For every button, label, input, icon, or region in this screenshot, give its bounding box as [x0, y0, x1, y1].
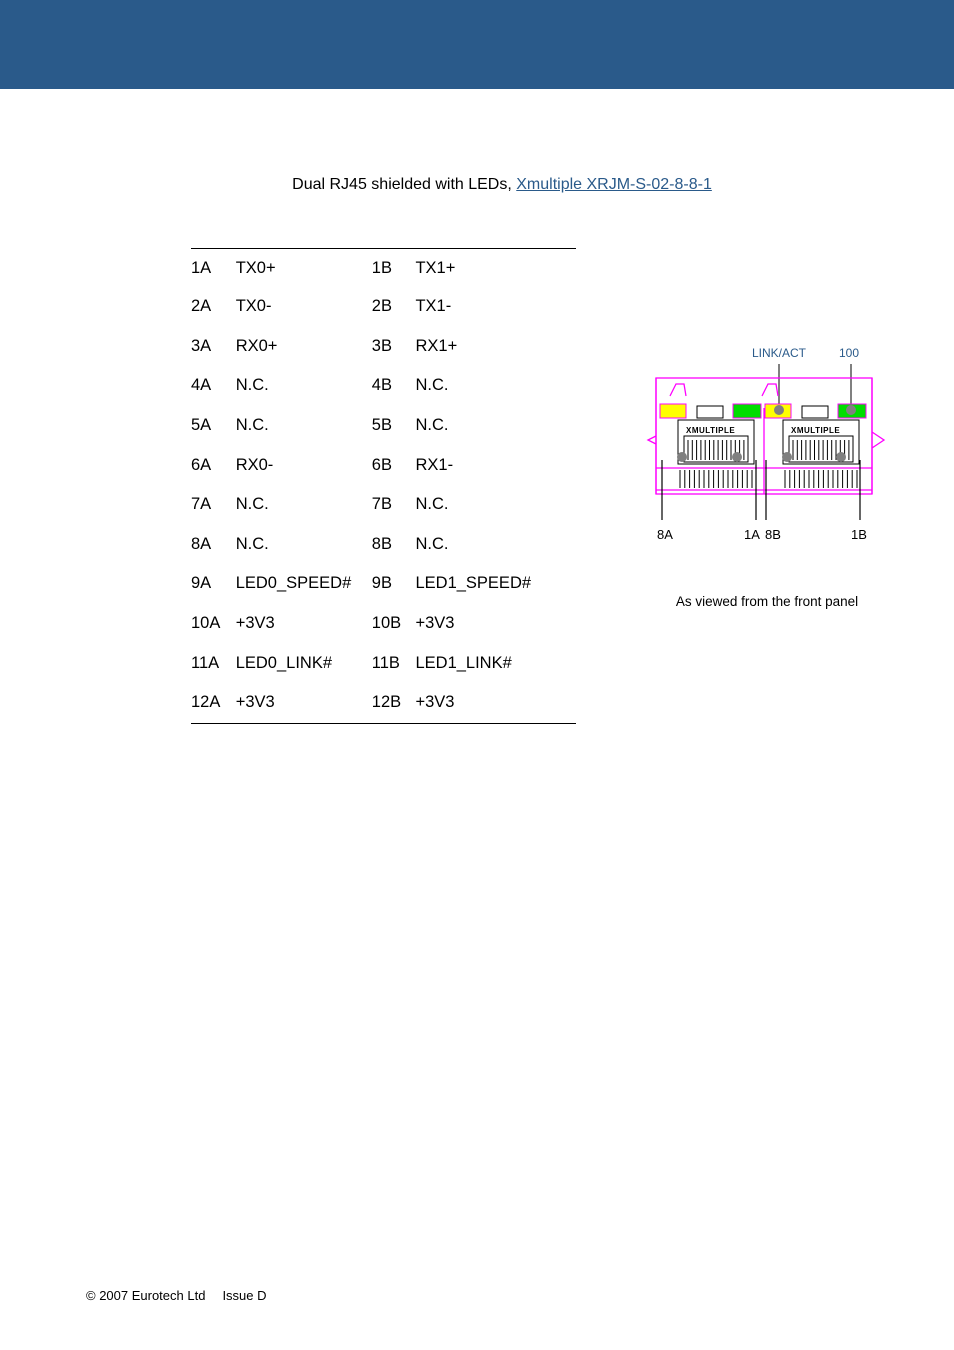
signal-b-cell: N.C.: [415, 534, 449, 553]
pin-a-cell: 7A: [191, 495, 212, 514]
pin-1a-marker: [732, 452, 742, 462]
connector-description: [0, 176, 954, 194]
pin-a-cell: 8A: [191, 534, 212, 553]
signal-a-cell: RX0+: [235, 336, 278, 355]
signal-a-cell: N.C.: [235, 534, 269, 553]
pin-b-cell: 7B: [371, 495, 392, 514]
speed-100-label: 100: [839, 346, 860, 360]
signal-a-cell: LED0_SPEED#: [235, 574, 352, 593]
signal-a-cell: LED0_LINK#: [235, 653, 332, 672]
pin-1a-label: 1A: [744, 527, 760, 542]
pin-a-cell: 11A: [191, 653, 220, 672]
table-row: [191, 445, 576, 485]
port-a-brand: XMULTIPLE: [686, 426, 736, 435]
table-row: [191, 406, 576, 446]
pin-b-cell: 12B: [372, 683, 416, 724]
signal-a-cell: N.C.: [235, 416, 269, 435]
header-bar: [0, 0, 954, 89]
table-row: [191, 249, 576, 287]
pin-b-cell: 8B: [371, 534, 392, 553]
pin-a-cell: 5A: [191, 416, 212, 435]
signal-a-cell: TX0+: [235, 258, 276, 277]
port-a-link-led: [660, 404, 686, 418]
pin-8b-label: 8B: [765, 527, 781, 542]
signal-a-cell: N.C.: [235, 376, 269, 395]
signal-b-cell: RX1-: [415, 455, 454, 474]
pin-b-cell: 2B: [371, 297, 392, 316]
pin-b-cell: 1B: [371, 258, 392, 277]
pin-b-cell: 4B: [371, 376, 392, 395]
table-row: [191, 485, 576, 525]
pin-a-cell: 4A: [191, 376, 212, 395]
pin-a-cell: 2A: [191, 297, 212, 316]
part-number-link[interactable]: Xmultiple XRJM-S-02-8-8-1: [516, 176, 712, 193]
signal-b-cell: RX1+: [415, 336, 458, 355]
pin-a-cell: 3A: [191, 336, 212, 355]
port-b-brand: XMULTIPLE: [791, 426, 841, 435]
table-row: [191, 327, 576, 367]
table-row: [191, 604, 576, 644]
table-row: [191, 643, 576, 683]
table-row: [191, 287, 576, 327]
pin-b-cell: 11B: [371, 653, 400, 672]
pin-8a-marker: [677, 452, 687, 462]
pin-b-cell: 10B: [371, 614, 402, 633]
pin-b-cell: 9B: [371, 574, 392, 593]
pin-8a-label: 8A: [657, 527, 673, 542]
speed-marker: [846, 405, 856, 415]
footer-copyright: © 2007 Eurotech Ltd: [86, 1288, 206, 1303]
signal-b-cell: LED1_SPEED#: [415, 574, 532, 593]
footprint-pins: [680, 470, 857, 488]
pin-a-cell: 9A: [191, 574, 212, 593]
footer: [86, 1288, 284, 1303]
pin-a-cell: 12A: [191, 683, 236, 724]
table-row: [191, 525, 576, 565]
signal-a-cell: TX0-: [235, 297, 272, 316]
signal-b-cell: TX1-: [415, 297, 452, 316]
signal-b-cell: TX1+: [415, 258, 456, 277]
pin-b-cell: 5B: [371, 416, 392, 435]
pin-b-cell: 6B: [371, 455, 392, 474]
pin-a-cell: 10A: [191, 614, 221, 633]
top-tab-left: [670, 384, 686, 396]
signal-a-cell: +3V3: [236, 683, 372, 724]
signal-b-cell: N.C.: [415, 376, 449, 395]
signal-b-cell: N.C.: [415, 416, 449, 435]
signal-a-cell: RX0-: [235, 455, 274, 474]
pin-1b-marker: [836, 452, 846, 462]
link-act-marker: [774, 405, 784, 415]
signal-b-cell: +3V3: [415, 614, 455, 633]
pin-table: [191, 248, 576, 724]
port-a-latch: [697, 406, 723, 418]
connector-description-text: Dual RJ45 shielded with LEDs,: [292, 176, 517, 193]
figure-caption: As viewed from the front panel: [675, 594, 859, 609]
footer-issue: Issue D: [222, 1288, 267, 1303]
pin-1b-label: 1B: [851, 527, 867, 542]
link-act-label: LINK/ACT: [752, 346, 807, 360]
side-tab-left: [648, 436, 656, 444]
signal-a-cell: +3V3: [235, 614, 275, 633]
table-row: [191, 683, 576, 724]
signal-a-cell: N.C.: [235, 495, 269, 514]
pin-8b-marker: [782, 452, 792, 462]
rj45-connector-diagram: [640, 340, 890, 555]
side-tab-right: [872, 432, 884, 448]
signal-b-cell: LED1_LINK#: [415, 653, 512, 672]
pin-a-cell: 6A: [191, 455, 212, 474]
pin-a-cell: 1A: [191, 258, 212, 277]
signal-b-cell: +3V3: [415, 683, 576, 724]
port-a-speed-led: [733, 404, 761, 418]
port-b-latch: [802, 406, 828, 418]
table-row: [191, 366, 576, 406]
top-tab-mid: [762, 384, 778, 396]
table-row: [191, 564, 576, 604]
signal-b-cell: N.C.: [415, 495, 449, 514]
pin-b-cell: 3B: [371, 336, 392, 355]
